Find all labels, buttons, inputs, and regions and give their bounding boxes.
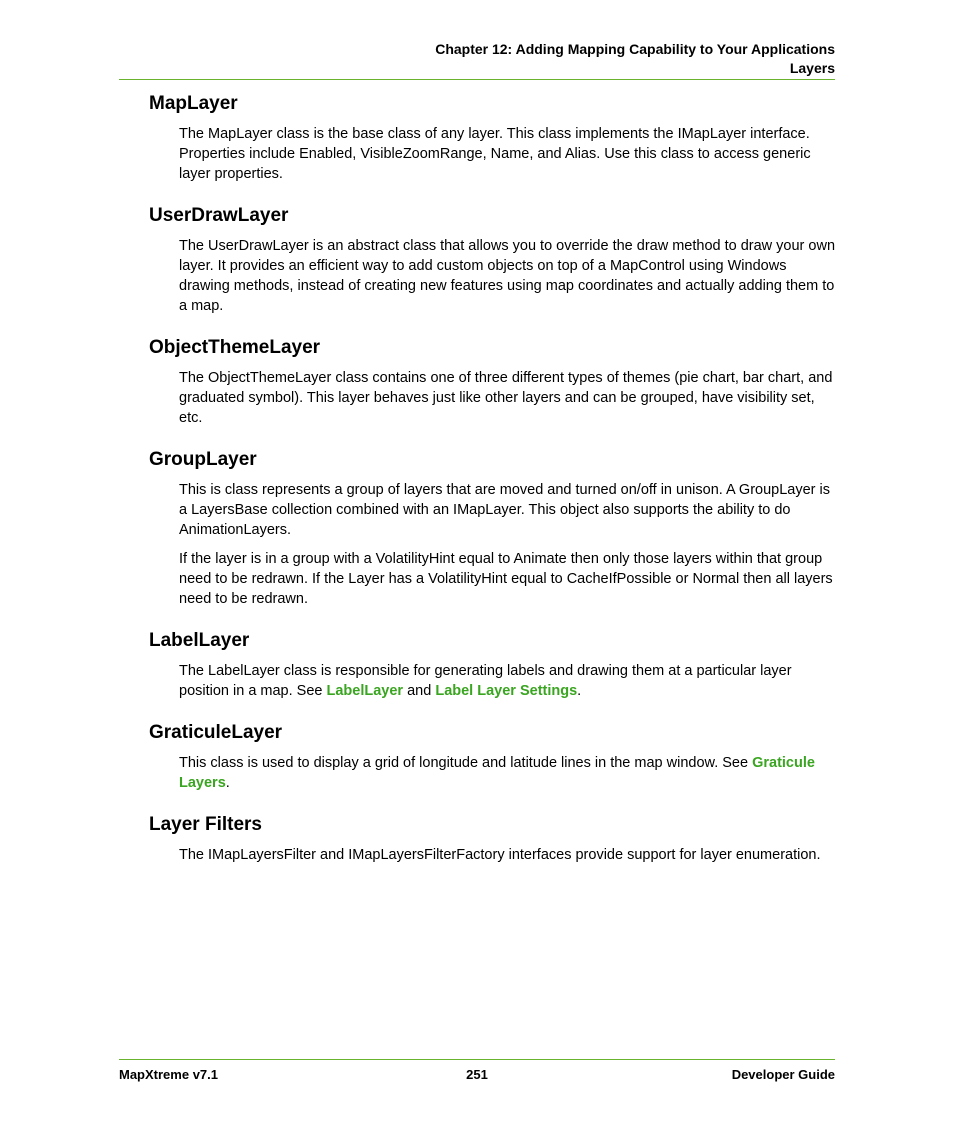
section-paragraph (179, 661, 839, 701)
section-paragraph: The IMapLayersFilter and IMapLayersFilterFactory interfaces provide support for layer enumeration. (179, 847, 821, 863)
section-layer-filters (149, 812, 839, 865)
section-heading: LabelLayer (149, 630, 250, 651)
running-footer (119, 1066, 835, 1084)
paragraph-text: This class is used to display a grid of longitude and latitude lines in the map window. See (179, 755, 753, 771)
section-userdrawlayer (149, 203, 839, 316)
link-label-layer-settings[interactable]: Label Layer Settings (435, 683, 578, 699)
header-divider (119, 79, 835, 80)
paragraph-text: and (403, 683, 436, 699)
link-graticule-layers[interactable]: Graticule Layers (179, 755, 815, 791)
footer-page-number: 251 (466, 1067, 488, 1082)
page-body (149, 91, 839, 884)
footer-guide-title: Developer Guide (731, 1067, 835, 1082)
footer-divider (119, 1059, 835, 1060)
paragraph-text: The LabelLayer class is responsible for generating labels and drawing them at a particular layer position in a map. See (179, 663, 792, 699)
section-heading: UserDrawLayer (149, 205, 289, 226)
paragraph-text: . (225, 775, 230, 791)
section-grouplayer (149, 447, 839, 609)
section-maplayer (149, 91, 839, 184)
section-objectthemelayer (149, 335, 839, 428)
section-heading: ObjectThemeLayer (149, 337, 321, 358)
link-labellayer[interactable]: LabelLayer (326, 683, 404, 699)
section-paragraph (179, 753, 839, 793)
section-paragraph: The ObjectThemeLayer class contains one of three different types of themes (pie chart, bar chart, and graduated symbol). This layer behaves just like other layers and can be grouped, have visibility set, etc. (179, 370, 833, 426)
section-labellayer (149, 628, 839, 701)
section-graticulelayer (149, 720, 839, 793)
section-paragraph: The MapLayer class is the base class of any layer. This class implements the IMapLayer interface. Properties include Enabled, VisibleZoomRange, Name, and Alias. Use this class to access generic layer properties. (179, 126, 811, 182)
header-section-title: Layers (789, 60, 835, 76)
section-paragraph: The UserDrawLayer is an abstract class that allows you to override the draw method to draw your own layer. It provides an efficient way to add custom objects on top of a MapControl using Windows drawing methods, instead of creating new features using map coordinates and actually adding them to a map. (179, 238, 836, 314)
section-heading: GraticuleLayer (149, 722, 283, 743)
section-paragraph: This is class represents a group of layers that are moved and turned on/off in unison. A GroupLayer is a LayersBase collection combined with an IMapLayer. This object also supports the ability to do AnimationLayers. (179, 482, 830, 538)
section-heading: Layer Filters (149, 814, 262, 835)
running-header (119, 40, 835, 78)
paragraph-text: . (577, 683, 582, 699)
section-heading: MapLayer (149, 93, 238, 114)
section-paragraph: If the layer is in a group with a VolatilityHint equal to Animate then only those layers within that group need to be redrawn. If the Layer has a VolatilityHint equal to CacheIfPossible or Normal then all layers need to be redrawn. (179, 551, 833, 607)
section-heading: GroupLayer (149, 449, 257, 470)
header-chapter-title: Chapter 12: Adding Mapping Capability to Your Applications (435, 41, 835, 57)
footer-product-name: MapXtreme v7.1 (119, 1067, 218, 1082)
